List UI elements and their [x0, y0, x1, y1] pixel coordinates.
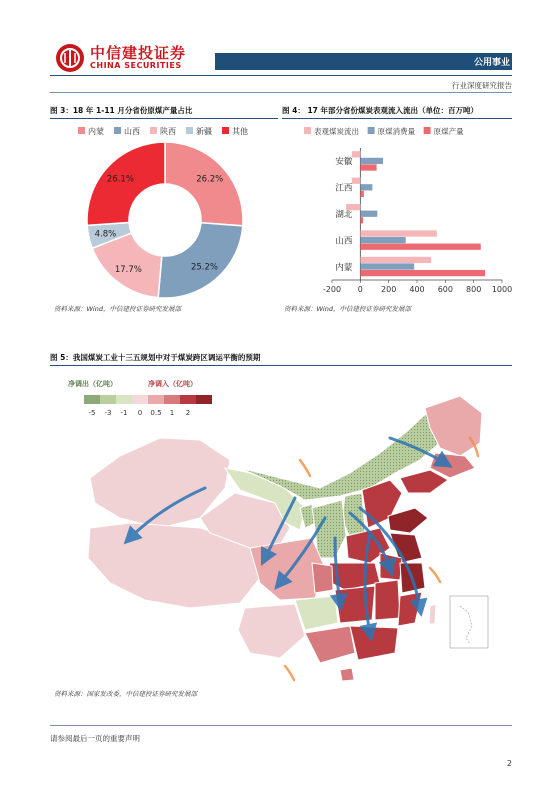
donut-legend-label: 内蒙 — [88, 127, 104, 136]
donut-legend-label: 新疆 — [196, 127, 212, 136]
map-legend — [68, 379, 212, 417]
figure3-title: 图 3：18 年 1-11 月分省份原煤产量占比 — [50, 106, 193, 115]
legend-ticks — [89, 409, 191, 417]
donut-chart — [50, 120, 280, 300]
donut-legend-swatch — [150, 127, 157, 134]
bar-legend-label: 原煤产量 — [433, 127, 464, 136]
bar-category-label: 湖北 — [335, 210, 353, 220]
donut-data-label: 25.2% — [190, 262, 218, 273]
figure3-title-rule — [50, 118, 278, 119]
header-divider — [50, 75, 512, 76]
bar-表观煤炭流出-内蒙 — [360, 257, 431, 263]
legend-tick-label: 0 — [137, 409, 143, 417]
donut-legend-label: 山西 — [124, 127, 140, 136]
donut-data-label: 26.2% — [196, 174, 224, 185]
bar-表观煤炭流出-安徽 — [352, 151, 361, 157]
region-jiangxi — [375, 580, 400, 620]
bar-原煤消费量-山西 — [360, 237, 405, 243]
donut-slice-山西 — [158, 223, 243, 298]
legend-tick-label: -5 — [88, 409, 96, 417]
legend-swatch-neutral — [132, 395, 148, 404]
bar-x-tick-label: 0 — [357, 285, 363, 294]
report-type: 行业深度研究报告 — [452, 81, 512, 90]
figure5-title-rule — [50, 365, 512, 366]
donut-legend-swatch — [186, 127, 193, 134]
donut-data-label: 4.8% — [94, 229, 117, 240]
donut-data-label: 17.7% — [114, 264, 142, 275]
bar-marks — [346, 151, 485, 276]
legend-swatch-in-darkest — [196, 395, 212, 404]
bar-x-tick-label: 600 — [437, 285, 453, 294]
page-number: 2 — [506, 759, 512, 768]
legend-tick-label: 0.5 — [150, 409, 162, 417]
legend-tick-label: -1 — [120, 409, 128, 417]
bar-legend-swatch — [368, 127, 375, 134]
region-hainan — [340, 668, 354, 681]
bar-chart — [282, 120, 514, 302]
bar-原煤消费量-湖北 — [360, 211, 377, 217]
donut-legend-swatch — [78, 127, 85, 134]
bar-原煤消费量-内蒙 — [360, 263, 414, 269]
legend-swatch-in-light — [148, 395, 164, 404]
bar-表观煤炭流出-江西 — [352, 178, 361, 184]
figure4-source: 资料来源：Wind，中信建投证券研究发展部 — [284, 305, 411, 313]
region-chongqing — [312, 563, 333, 593]
figure5-source: 资料来源：国家发改委，中信建投证券研究发展部 — [54, 690, 197, 698]
industry-category: 公用事业 — [473, 58, 510, 68]
legend-tick-label: 2 — [185, 409, 191, 417]
donut-legend-swatch — [222, 127, 229, 134]
disclaimer-note: 请参阅最后一页的重要声明 — [50, 734, 140, 743]
legend-swatch-in-dark — [180, 395, 196, 404]
donut-legend — [78, 126, 248, 136]
bar-category-label: 江西 — [335, 183, 353, 194]
bar-表观煤炭流出-山西 — [360, 230, 437, 236]
legend-swatch-in-mid — [164, 395, 180, 404]
bar-原煤产量-安徽 — [360, 164, 376, 170]
donut-legend-label: 其他 — [232, 127, 248, 136]
bar-原煤产量-湖北 — [360, 217, 363, 223]
company-logo — [56, 44, 84, 72]
figure4-title-rule — [282, 118, 512, 119]
donut-slices — [87, 142, 243, 298]
figure3-source: 资料来源：Wind，中信建投证券研究发展部 — [54, 305, 181, 313]
figure4-title: 图 4： 17 年部分省份煤炭表观流入流出（单位：百万吨） — [282, 106, 478, 115]
bar-legend-swatch — [424, 127, 431, 134]
logo-english-name: CHINA SECURITIES — [90, 61, 182, 70]
legend-tick-label: 1 — [169, 409, 175, 417]
bar-x-tick-label: 800 — [466, 285, 482, 294]
logo-chinese-name: 中信建投证券 — [90, 44, 187, 62]
region-guangxi — [305, 626, 355, 663]
bar-原煤消费量-江西 — [360, 184, 372, 190]
bar-表观煤炭流出-湖北 — [346, 204, 360, 210]
bar-x-tick-label: 200 — [381, 285, 397, 294]
region-guangdong — [350, 626, 398, 660]
south-china-sea-inset — [450, 596, 488, 648]
bar-category-label: 安徽 — [335, 157, 353, 168]
figure5-title: 图 5：我国煤炭工业十三五规划中对于煤炭跨区调运平衡的预期 — [50, 353, 261, 362]
bar-原煤产量-山西 — [360, 244, 480, 250]
bar-category-label: 山西 — [335, 236, 353, 247]
china-coal-map — [50, 368, 512, 686]
donut-data-label: 26.1% — [106, 174, 134, 185]
bar-原煤消费量-安徽 — [360, 158, 383, 164]
region-hunan — [335, 586, 375, 623]
legend-in-title: 净调入（亿吨） — [148, 380, 197, 388]
bar-x-tick-label: 1000 — [491, 285, 513, 294]
region-taiwan — [429, 604, 436, 624]
bar-legend-swatch — [304, 127, 311, 134]
bar-legend-label: 原煤消费量 — [377, 127, 416, 136]
legend-tick-label: -3 — [104, 409, 112, 417]
region-yunnan — [238, 604, 305, 658]
map-provinces — [88, 396, 482, 681]
footer-divider — [50, 725, 512, 726]
bar-legend-label: 表观煤炭流出 — [314, 127, 359, 136]
donut-legend-swatch — [114, 127, 121, 134]
legend-out-title: 净调出（亿吨） — [68, 380, 117, 388]
legend-swatch-out-mid — [100, 395, 116, 404]
bar-category-label: 内蒙 — [335, 262, 353, 273]
bar-legend — [304, 126, 464, 136]
region-shandong — [388, 508, 428, 533]
legend-swatch-out-dark — [84, 395, 100, 404]
bar-原煤产量-内蒙 — [360, 270, 485, 276]
legend-swatch-out-light — [116, 395, 132, 404]
donut-legend-label: 陕西 — [160, 127, 176, 136]
bar-x-tick-label: 400 — [409, 285, 425, 294]
bar-x-tick-label: -200 — [322, 285, 342, 294]
subheader-divider — [50, 92, 512, 93]
bar-原煤产量-江西 — [360, 191, 364, 197]
